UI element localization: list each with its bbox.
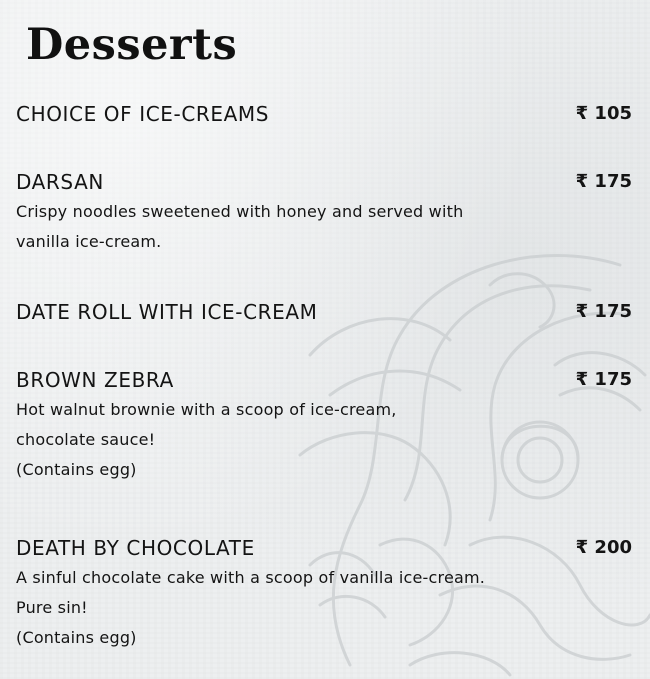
page-title: Desserts bbox=[26, 20, 238, 70]
description-line: vanilla ice-cream. bbox=[16, 232, 162, 251]
item-name: CHOICE OF ICE-CREAMS bbox=[16, 102, 270, 126]
description-line: Hot walnut brownie with a scoop of ice-cream, bbox=[16, 400, 397, 419]
item-description bbox=[16, 563, 632, 653]
menu-item bbox=[16, 367, 632, 485]
item-price: ₹ 105 bbox=[575, 103, 632, 124]
item-price: ₹ 200 bbox=[575, 537, 632, 558]
item-price: ₹ 175 bbox=[575, 369, 632, 390]
item-price: ₹ 175 bbox=[575, 171, 632, 192]
description-line: Crispy noodles sweetened with honey and served with bbox=[16, 202, 464, 221]
description-line: A sinful chocolate cake with a scoop of vanilla ice-cream. bbox=[16, 568, 486, 587]
item-price: ₹ 175 bbox=[575, 301, 632, 322]
menu-item bbox=[16, 169, 632, 257]
menu-item bbox=[16, 101, 632, 127]
description-line: (Contains egg) bbox=[16, 628, 137, 647]
menu-item bbox=[16, 299, 632, 325]
item-name: DEATH BY CHOCOLATE bbox=[16, 536, 255, 560]
description-line: chocolate sauce! bbox=[16, 430, 156, 449]
item-name: DARSAN bbox=[16, 170, 104, 194]
item-description bbox=[16, 395, 632, 485]
description-line: (Contains egg) bbox=[16, 460, 137, 479]
item-name: DATE ROLL WITH ICE-CREAM bbox=[16, 300, 318, 324]
item-description bbox=[16, 197, 632, 257]
item-name: BROWN ZEBRA bbox=[16, 368, 174, 392]
description-line: Pure sin! bbox=[16, 598, 88, 617]
menu-item bbox=[16, 535, 632, 653]
